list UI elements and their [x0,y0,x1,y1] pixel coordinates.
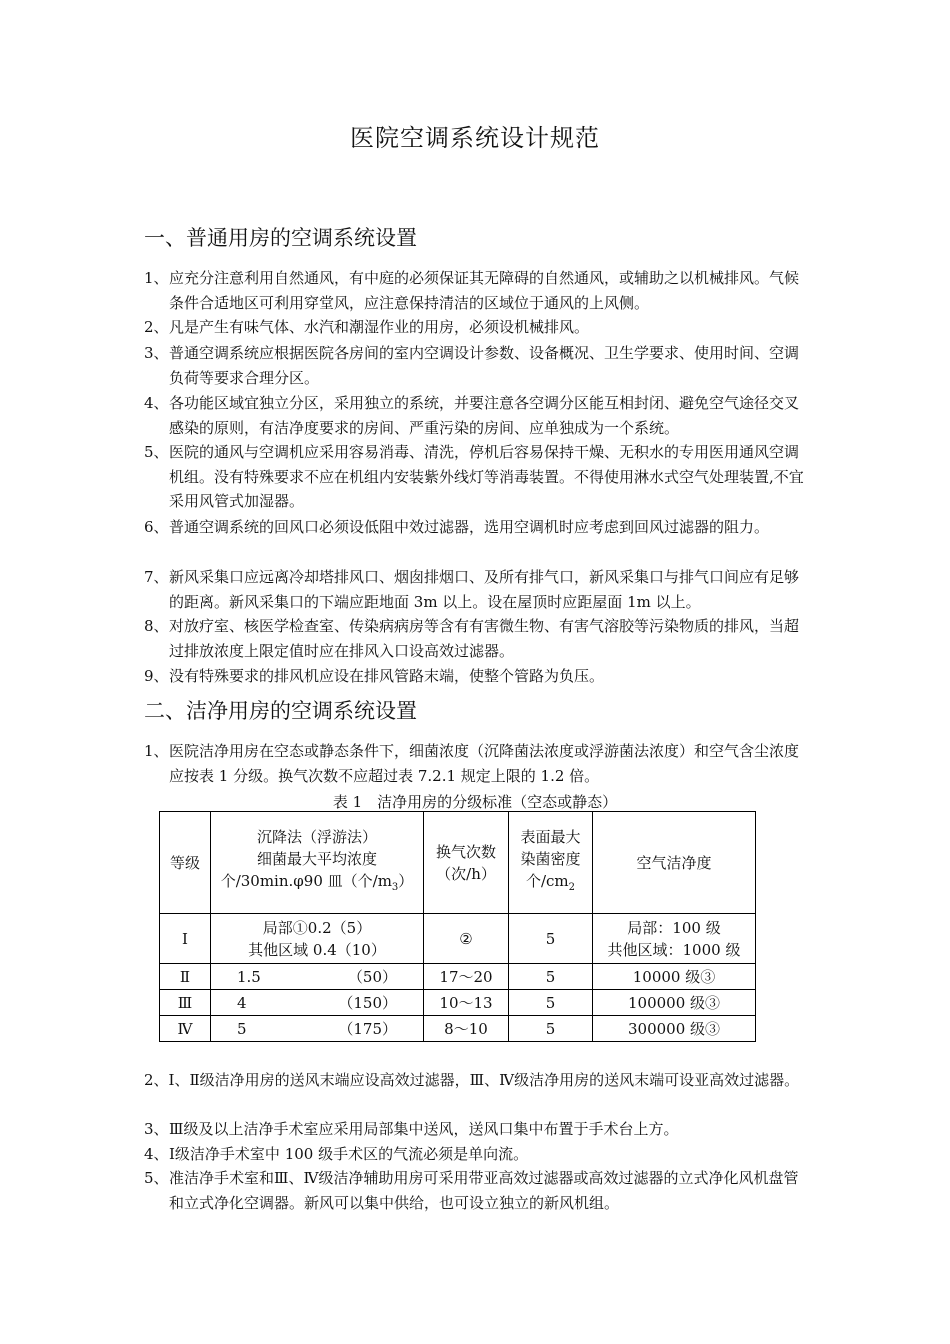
table-caption: 表 1 洁净用房的分级标准（空态或静态） [332,793,618,811]
table-row [160,964,756,990]
cell-surface: 5 [509,990,593,1016]
list-item: 4、 各功能区域宜独立分区，采用独立的系统，并要注意各空调分区能互相封闭、避免空气途径交叉感染的原则，有洁净度要求的房间、严重污染的房间、应单独成为一个系统。 [144,394,800,437]
cell-surface: 5 [509,1016,593,1042]
list-item: 2、 凡是产生有味气体、水汽和潮湿作业的用房，必须设机械排风。 [144,318,590,336]
list-item: 5、 准洁净手术室和Ⅲ、Ⅳ级洁净辅助用房可采用带亚高效过滤器或高效过滤器的立式净化风机盘管和立式净化空调器。新风可以集中供给，也可设立独立的新风机组。 [144,1169,799,1212]
list-item: 7、 新风采集口应远离冷却塔排风口、烟囱排烟口、及所有排气口，新风采集口与排气口间应有足够的距离。新风采集口的下端应距地面 3m 以上。设在屋顶时应距屋面 1m 以上。 [144,568,800,611]
list-item: 3、 Ⅲ级及以上洁净手术室应采用局部集中送风，送风口集中布置于手术台上方。 [144,1120,679,1138]
cell-bacteria: 1.5 （50） [211,964,424,990]
cell-bacteria: 5 （175） [211,1016,424,1042]
cell-cleanliness: 10000 级③ [593,964,756,990]
table-row [160,914,756,964]
cell-bacteria: 局部①0.2（5） 其他区域 0.4（10） [211,914,424,964]
cell-grade: Ⅰ [160,914,211,964]
cell-air-change: 8～10 [424,1016,509,1042]
list-item: 6、 普通空调系统的回风口必须设低阻中效过滤器，选用空调机时应考虑到回风过滤器的阻力。 [144,518,770,536]
cell-surface: 5 [509,914,593,964]
cell-grade: Ⅲ [160,990,211,1016]
list-item: 1、 应充分注意利用自然通风，有中庭的必须保证其无障碍的自然通风，或辅助之以机械排风。气候条件合适地区可利用穿堂风，应注意保持清洁的区域位于通风的上风侧。 [144,269,800,312]
list-item: 8、 对放疗室、核医学检查室、传染病病房等含有有害微生物、有害气溶胶等污染物质的排风，当超过排放浓度上限定值时应在排风入口设高效过滤器。 [144,617,800,660]
cell-surface: 5 [509,964,593,990]
list-item: 5、 医院的通风与空调机应采用容易消毒、清洗，停机后容易保持干燥、无积水的专用医用通风空调机组。没有特殊要求不应在机组内安装紫外线灯等消毒装置。不得使用淋水式空气处理装置,不宜采用风管式加湿器。 [144,443,804,510]
cell-grade: Ⅱ [160,964,211,990]
list-item: 2、Ⅰ、Ⅱ级洁净用房的送风末端应设高效过滤器，Ⅲ、Ⅳ级洁净用房的送风末端可设亚高效过滤器。 [144,1071,800,1089]
header-air-change: 换气次数 （次/h） [424,812,509,914]
cell-cleanliness: 300000 级③ [593,1016,756,1042]
list-item: 1、 医院洁净用房在空态或静态条件下，细菌浓度（沉降菌法浓度或浮游菌法浓度）和空气含尘浓度应按表 1 分级。换气次数不应超过表 7.2.1 规定上限的 1.2 倍。 [144,742,800,785]
cell-grade: Ⅳ [160,1016,211,1042]
list-item: 3、 普通空调系统应根据医院各房间的室内空调设计参数、设备概况、卫生学要求、使用时间、空调负荷等要求合理分区。 [144,344,800,387]
cell-air-change: 10～13 [424,990,509,1016]
table-row [160,1016,756,1042]
list-item: 9、 没有特殊要求的排风机应设在排风管路末端，使整个管路为负压。 [144,667,605,685]
section-heading-2: 二、洁净用房的空调系统设置 [144,699,417,723]
header-cleanliness: 空气洁净度 [593,812,756,914]
cell-air-change: ② [424,914,509,964]
table-row [160,990,756,1016]
cell-bacteria: 4 （150） [211,990,424,1016]
cell-cleanliness: 局部：100 级 共他区域：1000 级 [593,914,756,964]
header-bacteria: 沉降法（浮游法） 细菌最大平均浓度 个/30min.φ90 皿（个$/m_3$） [211,812,424,914]
cell-cleanliness: 100000 级③ [593,990,756,1016]
header-grade: 等级 [160,812,211,914]
list-item: 4、 Ⅰ级洁净手术室中 100 级手术区的气流必须是单向流。 [144,1145,529,1163]
cell-air-change: 17～20 [424,964,509,990]
grade-table [159,811,756,1042]
section-heading-1: 一、普通用房的空调系统设置 [144,226,417,250]
header-surface: 表面最大 染菌密度 个$/cm_2$ [509,812,593,914]
page-title: 医院空调系统设计规范 [350,124,600,152]
table-header-row [160,812,756,914]
